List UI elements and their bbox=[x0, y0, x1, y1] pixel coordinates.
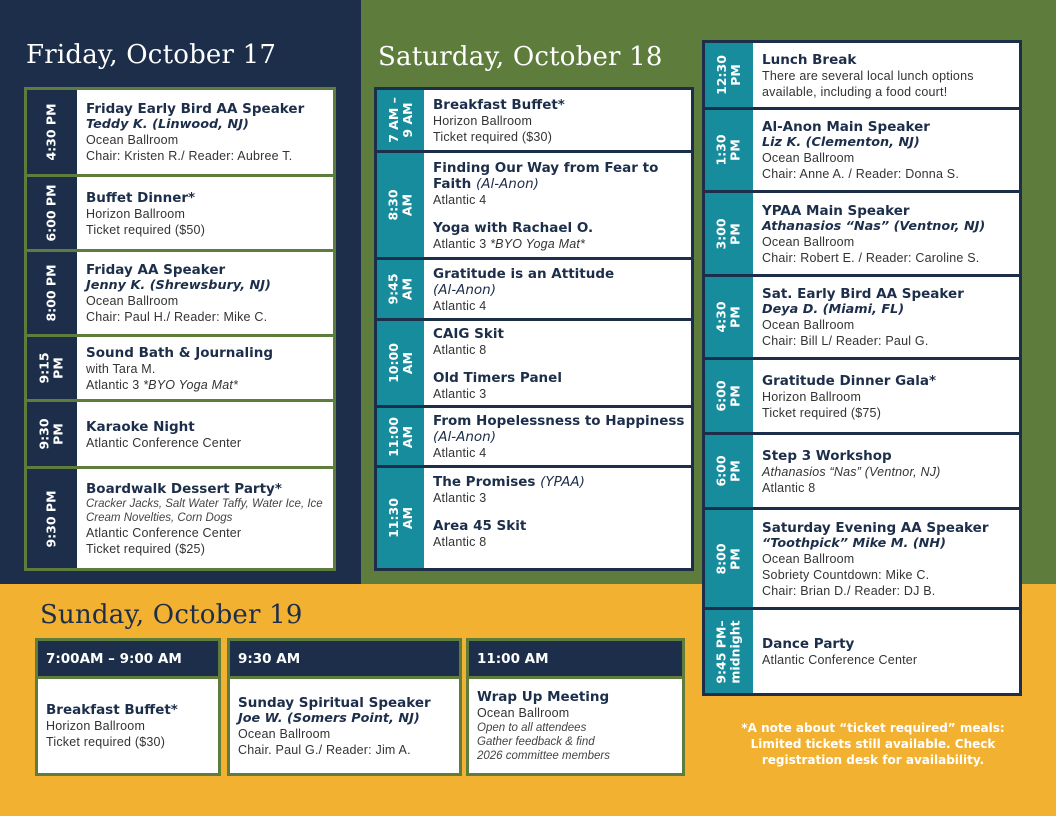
event-chair: Chair: Anne A. / Reader: Donna S. bbox=[762, 167, 959, 181]
time-label: 11:30 AM bbox=[377, 468, 424, 568]
event-room: Atlantic Conference Center bbox=[762, 653, 918, 667]
speaker-name: Joe W. (Somers Point, NJ) bbox=[238, 710, 420, 726]
time-label: 11:00 AM bbox=[469, 641, 682, 676]
sunday-title: Sunday, October 19 bbox=[40, 600, 303, 630]
time-label: 12:30 PM bbox=[705, 43, 753, 107]
event-title: Friday Early Bird AA Speaker bbox=[86, 101, 305, 117]
event-room: Atlantic Conference Center bbox=[86, 435, 242, 450]
event-room: Atlantic 8 bbox=[433, 535, 487, 549]
time-label: 4:30 PM bbox=[705, 277, 753, 357]
event-room: Ocean Ballroom bbox=[762, 234, 855, 249]
event-room: Ocean Ballroom bbox=[762, 318, 855, 332]
event-chair: Chair: Brian D./ Reader: DJ B. bbox=[762, 583, 936, 598]
event-title: Breakfast Buffet* bbox=[46, 702, 178, 718]
event-card bbox=[27, 402, 333, 466]
event-card bbox=[377, 408, 691, 465]
event-title: Sat. Early Bird AA Speaker bbox=[762, 286, 964, 302]
event-ticket: Ticket required ($50) bbox=[86, 222, 206, 237]
event-note: 2026 committee members bbox=[477, 750, 610, 762]
friday-schedule bbox=[24, 87, 336, 571]
event-room: Ocean Ballroom bbox=[477, 706, 570, 720]
event-title: Finding Our Way from Fear to Faith (Al-Anon) bbox=[433, 159, 659, 192]
event-title: Buffet Dinner* bbox=[86, 189, 196, 206]
event-host: with Tara M. bbox=[86, 361, 156, 376]
event-tag: (Al-Anon) bbox=[433, 282, 496, 298]
time-label: 4:30 PM bbox=[27, 90, 77, 174]
event-room-line: Atlantic 3 *BYO Yoga Mat* bbox=[86, 377, 239, 392]
event-chair: Chair: Robert E. / Reader: Caroline S. bbox=[762, 250, 980, 265]
event-title: CAIG Skit bbox=[433, 325, 504, 342]
time-label: 6:00 PM bbox=[27, 177, 77, 249]
event-room: Ocean Ballroom bbox=[762, 551, 855, 566]
event-title: Gratitude Dinner Gala* bbox=[762, 372, 937, 389]
event-card bbox=[377, 468, 691, 568]
event-room-line: Atlantic 3 *BYO Yoga Mat* bbox=[433, 236, 586, 251]
speaker-name: Athanasios “Nas” (Ventnor, NJ) bbox=[762, 464, 941, 479]
event-room: Ocean Ballroom bbox=[86, 294, 179, 308]
event-title: YPAA Main Speaker bbox=[762, 202, 910, 219]
event-room: Horizon Ballroom bbox=[433, 113, 533, 128]
event-room: Atlantic Conference Center bbox=[86, 526, 242, 540]
event-chair: Chair: Bill L/ Reader: Paul G. bbox=[762, 334, 929, 348]
time-label: 9:30 PM bbox=[27, 469, 77, 568]
event-title: Area 45 Skit bbox=[433, 518, 527, 534]
event-card bbox=[377, 260, 691, 318]
speaker-name: Athanasios “Nas” (Ventnor, NJ) bbox=[762, 218, 986, 234]
event-room: Atlantic 3 bbox=[433, 491, 487, 505]
time-label: 10:00 AM bbox=[377, 321, 424, 405]
sunday-event-card bbox=[227, 638, 462, 776]
speaker-name: Teddy K. (Linwood, NJ) bbox=[86, 117, 249, 132]
event-room: Ocean Ballroom bbox=[762, 151, 855, 165]
time-label: 6:00 PM bbox=[705, 360, 753, 432]
event-description: Cracker Jacks, Salt Water Taffy, Water Ice, Ice Cream Novelties, Corn Dogs bbox=[86, 498, 323, 524]
saturday-schedule-afternoon bbox=[702, 40, 1022, 696]
event-title: Boardwalk Dessert Party* bbox=[86, 481, 282, 497]
time-label: 8:00 PM bbox=[705, 510, 753, 607]
time-label: 7 AM – 9 AM bbox=[377, 90, 424, 150]
speaker-name: Liz K. (Clementon, NJ) bbox=[762, 135, 920, 150]
event-room: Atlantic 4 bbox=[433, 446, 487, 460]
event-title: Yoga with Rachael O. bbox=[433, 219, 594, 236]
event-room: Atlantic 4 bbox=[433, 192, 487, 207]
time-label: 7:00AM – 9:00 AM bbox=[38, 641, 218, 676]
event-room: Horizon Ballroom bbox=[46, 719, 146, 733]
time-label: 9:30 PM bbox=[27, 402, 77, 466]
event-card bbox=[377, 321, 691, 405]
event-ticket: Ticket required ($30) bbox=[46, 735, 166, 749]
event-chair: Chair. Paul G./ Reader: Jim A. bbox=[238, 742, 411, 757]
event-card bbox=[27, 252, 333, 334]
speaker-name: Jenny K. (Shrewsbury, NJ) bbox=[86, 278, 271, 293]
friday-title: Friday, October 17 bbox=[26, 40, 277, 70]
time-label: 3:00 PM bbox=[705, 193, 753, 274]
event-room: Horizon Ballroom bbox=[86, 206, 186, 221]
time-label: 9:45 PM– midnight bbox=[705, 610, 753, 693]
event-ticket: Ticket required ($25) bbox=[86, 542, 206, 556]
event-card bbox=[705, 43, 1019, 107]
event-card bbox=[27, 90, 333, 174]
event-card bbox=[705, 110, 1019, 190]
event-title: Sunday Spiritual Speaker bbox=[238, 694, 431, 711]
event-title: Old Timers Panel bbox=[433, 369, 562, 386]
time-label: 9:30 AM bbox=[230, 641, 459, 676]
speaker-name: “Toothpick” Mike M. (NH) bbox=[762, 535, 946, 551]
time-label: 8:30 AM bbox=[377, 153, 424, 257]
event-title: Dance Party bbox=[762, 636, 855, 652]
event-room: Horizon Ballroom bbox=[762, 389, 862, 404]
event-card bbox=[705, 277, 1019, 357]
time-label: 9:15 PM bbox=[27, 337, 77, 399]
event-note: Open to all attendees bbox=[477, 722, 587, 734]
event-ticket: Ticket required ($75) bbox=[762, 405, 882, 420]
event-room: Atlantic 8 bbox=[762, 480, 816, 495]
time-label: 11:00 AM bbox=[377, 408, 424, 465]
event-ticket: Ticket required ($30) bbox=[433, 129, 553, 144]
time-label: 9:45 AM bbox=[377, 260, 424, 318]
event-chair: Chair: Paul H./ Reader: Mike C. bbox=[86, 310, 268, 324]
event-title: Breakfast Buffet* bbox=[433, 96, 565, 113]
event-card bbox=[705, 610, 1019, 693]
event-card bbox=[27, 177, 333, 249]
event-title: Lunch Break bbox=[762, 51, 857, 68]
event-title: Step 3 Workshop bbox=[762, 447, 892, 464]
event-title: Friday AA Speaker bbox=[86, 262, 226, 278]
event-title: Al-Anon Main Speaker bbox=[762, 119, 930, 135]
event-card bbox=[27, 337, 333, 399]
event-card bbox=[705, 435, 1019, 507]
event-title: Wrap Up Meeting bbox=[477, 689, 610, 705]
time-label: 1:30 PM bbox=[705, 110, 753, 190]
event-room: Atlantic 8 bbox=[433, 342, 487, 357]
event-room: Ocean Ballroom bbox=[86, 133, 179, 147]
event-card bbox=[27, 469, 333, 568]
event-countdown: Sobriety Countdown: Mike C. bbox=[762, 567, 930, 582]
event-card bbox=[705, 360, 1019, 432]
event-card bbox=[705, 510, 1019, 607]
event-room: Atlantic 3 bbox=[433, 386, 487, 401]
speaker-name: Deya D. (Miami, FL) bbox=[762, 302, 905, 317]
sunday-event-card bbox=[466, 638, 685, 776]
event-title: From Hopelessness to Happiness (Al-Anon) bbox=[433, 413, 685, 445]
sunday-event-card bbox=[35, 638, 221, 776]
event-card bbox=[377, 153, 691, 257]
saturday-schedule-morning bbox=[374, 87, 694, 571]
event-title: Sound Bath & Journaling bbox=[86, 344, 274, 361]
time-label: 8:00 PM bbox=[27, 252, 77, 334]
event-title: The Promises (YPAA) bbox=[433, 474, 585, 490]
event-card bbox=[705, 193, 1019, 274]
time-label: 6:00 PM bbox=[705, 435, 753, 507]
event-card bbox=[377, 90, 691, 150]
event-title: Karaoke Night bbox=[86, 418, 195, 435]
event-room: Ocean Ballroom bbox=[238, 726, 331, 741]
event-chair: Chair: Kristen R./ Reader: Aubree T. bbox=[86, 149, 293, 163]
event-title: Gratitude is an Attitude bbox=[433, 266, 615, 282]
event-title: Saturday Evening AA Speaker bbox=[762, 519, 989, 536]
event-room: Atlantic 4 bbox=[433, 299, 487, 313]
event-note: Gather feedback & find bbox=[477, 736, 595, 748]
event-description: There are several local lunch options available, including a food court! bbox=[762, 68, 974, 99]
saturday-title: Saturday, October 18 bbox=[378, 42, 663, 72]
ticket-note: *A note about “ticket required” meals: Limited tickets still available. Check registration desk for availability. bbox=[741, 721, 1005, 767]
